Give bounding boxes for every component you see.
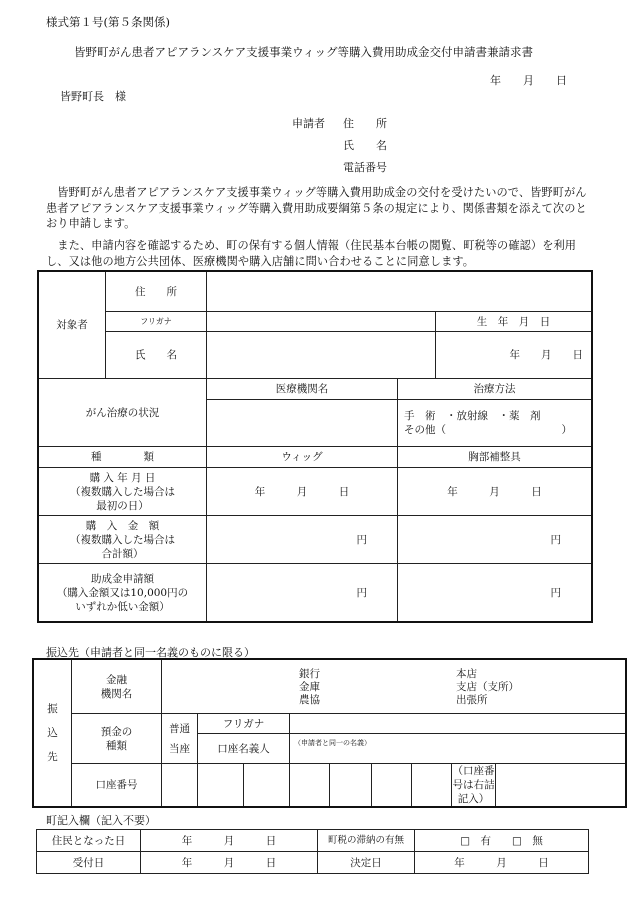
type-nokyo: 農協 [299,694,320,706]
breast-purchase-date[interactable]: 年 月 日 [398,468,592,516]
received-date-label: 受付日 [37,852,141,874]
account-number-label: 口座番号 [72,764,162,807]
tax-arrears-label: 町税の滞納の有無 [318,830,415,852]
method-options[interactable] [398,400,592,447]
subsidy-line-2: （購入金額又は10,000円の [56,586,189,599]
purchase-date-line-3: 最初の日） [96,499,149,512]
institution-label-line-2: 機関名 [100,687,133,700]
method-options-main: 手 術 ・放射線 ・薬 剤 [404,410,541,422]
document-title: 皆野町がん患者アピアランスケア支援事業ウィッグ等購入費用助成金交付申請書兼請求書 [74,45,533,59]
institution-header: 医療機関名 [207,379,398,400]
bank-table [33,659,626,807]
purchase-amount-line-2: （複数購入した場合は [70,533,175,546]
holder-label: 口座名義人 [198,734,290,764]
account-digit-1[interactable] [162,764,198,807]
branch-main: 本店 [456,668,477,680]
method-header: 治療方法 [398,379,592,400]
town-section-title: 町記入欄（記入不要） [46,814,156,827]
bank-side-char-1: 振 [47,703,58,715]
holder-note: （申請者と同一の名義） [294,739,371,747]
type-shinkin: 金庫 [299,681,320,693]
branch-types [456,668,519,707]
town-table [36,829,589,874]
breast-subsidy-amount[interactable]: 円 [398,564,592,622]
applicant-phone-label: 電話番号 [343,161,387,174]
birthdate-label: 生 年 月 日 [436,312,592,332]
decision-date-label: 決定日 [318,852,415,874]
account-digit-6[interactable] [372,764,412,807]
account-note: （口座番号は右詰記入） [452,765,495,805]
bank-side-char-2: 込 [47,727,58,739]
bank-side-char-3: 先 [47,751,58,763]
subject-address-field[interactable] [207,272,592,312]
wig-purchase-date[interactable]: 年 月 日 [207,468,398,516]
form-number: 様式第１号(第５条関係) [46,15,170,29]
applicant-address-label: 住 所 [343,117,387,130]
holder-furigana-label: フリガナ [198,714,290,734]
bank-side-label [34,660,72,807]
treatment-label: がん治療の状況 [39,379,207,447]
wig-purchase-amount[interactable]: 円 [207,516,398,564]
subject-name-label: 氏 名 [106,332,207,379]
purchase-amount-label [39,516,207,564]
statement-paragraph-1: 皆野町がん患者アピアランスケア支援事業ウィッグ等購入費用助成金の交付を受けたいので、皆野町がん患者アピアランスケア支援事業ウィッグ等購入費用助成要綱第５条の規定により、関係書類を添えて次のとおり申請します。 [46,186,587,230]
date-line: 年 月 日 [490,74,567,87]
addressee: 皆野町長 様 [60,90,126,103]
purchase-date-line-2: （複数購入した場合は [70,485,175,498]
purchase-date-label [39,468,207,516]
institution-types [299,668,320,707]
deposit-label-line-2: 種類 [106,739,127,752]
institution-field[interactable] [207,400,398,447]
method-other: その他（ ） [404,424,572,436]
holder-name-field[interactable] [290,734,626,764]
subject-furigana-field[interactable] [207,312,436,332]
bank-section-title: 振込先（申請者と同一名義のものに限る） [46,646,255,659]
subsidy-line-1: 助成金申請額 [91,572,154,585]
purchase-amount-line-3: 合計額） [101,547,144,560]
institution-label-line-1: 金融 [106,673,127,686]
subject-furigana-label: フリガナ [106,312,207,332]
statement-paragraph-2: また、申請内容を確認するため、町の保有する個人情報（住民基本台帳の閲覧、町税等の確認）を利用し、又は他の地方公共団体、医療機関や購入店舗に問い合わせることに同意します。 [46,239,577,268]
purchase-date-line-1: 購 入 年 月 日 [89,471,156,484]
applicant-name-label: 氏 名 [343,139,387,152]
deposit-ordinary: 普通 [169,722,190,735]
type-header: 種 類 [39,447,207,468]
purchase-amount-line-1: 購 入 金 額 [85,519,160,532]
deposit-label-line-1: 預金の [100,725,133,738]
subject-name-field[interactable] [207,332,436,379]
breast-purchase-amount[interactable]: 円 [398,516,592,564]
branch-branch: 支店（支所） [456,681,519,693]
account-digit-4[interactable] [290,764,330,807]
account-digit-7[interactable] [412,764,452,807]
received-date-field: 年 月 日 [141,852,318,874]
resident-date-field: 年 月 日 [141,830,318,852]
deposit-type-options[interactable] [162,714,198,764]
type-bank: 銀行 [299,668,320,680]
institution-field[interactable] [162,660,626,714]
subject-address-label: 住 所 [106,272,207,312]
applicant-label: 申請者 [292,117,325,130]
holder-furigana-field[interactable] [290,714,626,734]
account-digit-3[interactable] [244,764,290,807]
wig-header: ウィッグ [207,447,398,468]
branch-sub: 出張所 [456,694,488,706]
account-digit-2[interactable] [198,764,244,807]
birthdate-field[interactable]: 年 月 日 [436,332,592,379]
decision-date-field: 年 月 日 [415,852,589,874]
deposit-checking: 当座 [169,742,190,755]
subject-label: 対象者 [39,272,106,379]
tax-arrears-options: □ 有 □ 無 [415,830,589,852]
resident-date-label: 住民となった日 [37,830,141,852]
account-digit-5[interactable] [330,764,372,807]
application-table [38,271,592,622]
deposit-type-label [72,714,162,764]
institution-label [72,660,162,714]
subsidy-line-3: いずれか低い金額） [75,600,170,613]
subsidy-amount-label [39,564,207,622]
breast-prosthesis-header: 胸部補整具 [398,447,592,468]
wig-subsidy-amount[interactable]: 円 [207,564,398,622]
